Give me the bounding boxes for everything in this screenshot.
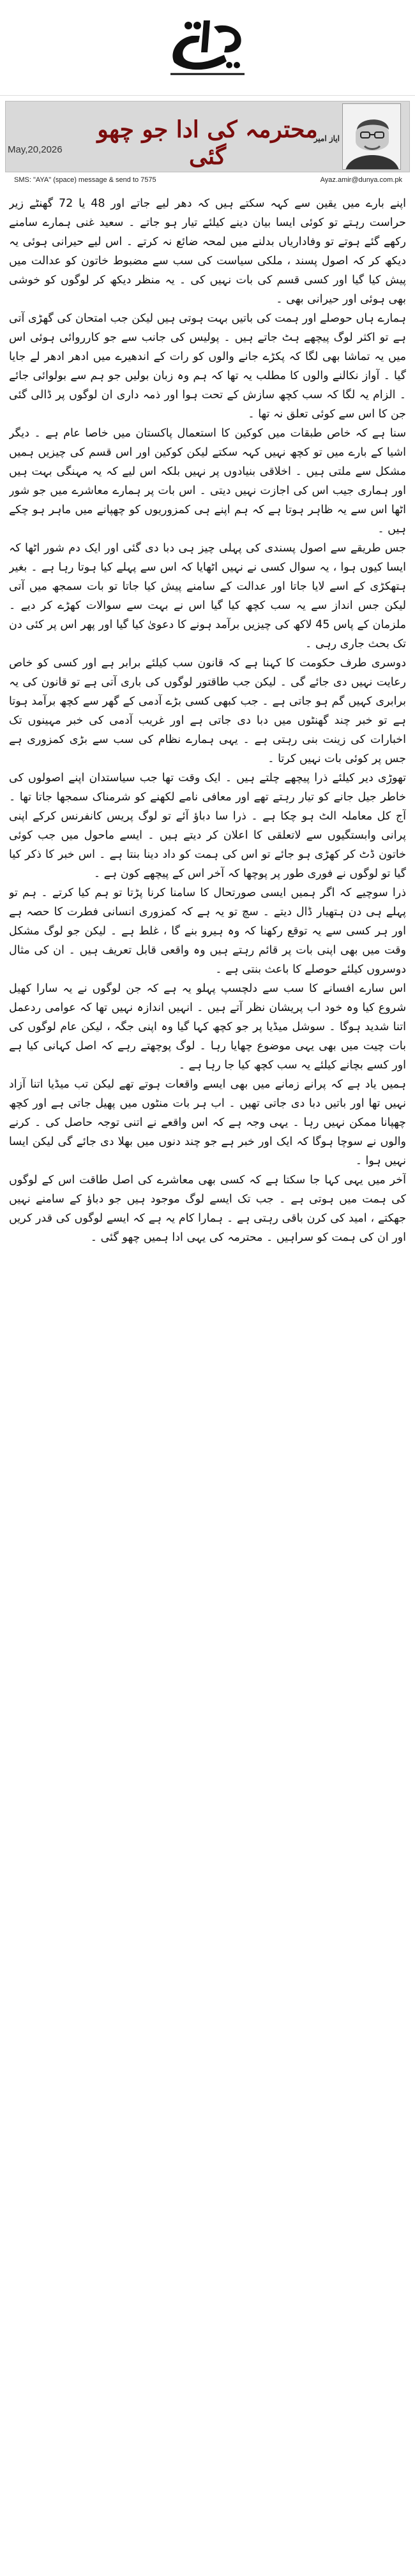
contact-row bbox=[5, 175, 410, 186]
author-portrait-icon bbox=[343, 104, 401, 170]
sms-instruction: SMS: "AYA" (space) message & send to 7575 bbox=[14, 176, 156, 184]
masthead bbox=[0, 0, 415, 96]
article-paragraph: دوسری طرف حکومت کا کہنا ہے کہ قانون سب کیلئے برابر ہے اور کسی کو خاص رعایت نہیں دی جائے گی ۔ لیکن جب طاقتور لوگوں کی باری آتی ہے تو قانون کی یہ برابری کہیں گم ہو جاتی ہے ۔ جب کبھی کسی بڑے آدمی کے گھر سے کچھ برآمد ہوتا ہے تو خبر چند گھنٹوں میں دبا دی جاتی ہے اور غریب آدمی کی خبر مہینوں تک اخبارات کی زینت بنی رہتی ہے ۔ یہی ہمارے نظام کی سب سے بڑی کمزوری ہے جس پر کوئی بات نہیں کرتا ۔ bbox=[9, 657, 406, 765]
article-body bbox=[9, 194, 406, 2566]
article-paragraph: سنا ہے کہ خاص طبقات میں کوکین کا استعمال پاکستان میں خاصا عام ہے ۔ دیگر اشیا کے بارے میں تو کچھ نہیں کہہ سکتے لیکن کوکین اور اس قسم کی چیزیں ہمیں مشکل سے ملتی ہیں ۔ اخلاقی بنیادوں پر نہیں بلکہ اس لیے کہ یہ مہنگی بہت ہیں اور ہماری جیب اس کی اجازت نہیں دیتی ۔ اس بات پر ہمارے معاشرے میں جو شور اٹھا اس سے یہ ظاہر ہوتا ہے کہ ہم اپنے ہی کمزوریوں کو چھپانے میں ماہر ہو چکے ہیں ۔ bbox=[9, 427, 406, 535]
dunya-logo bbox=[163, 8, 252, 86]
publish-date: May,20,2026 bbox=[8, 144, 63, 155]
article-paragraph: اس سارے افسانے کا سب سے دلچسپ پہلو یہ ہے کہ جن لوگوں نے یہ سارا کھیل شروع کیا وہ خود اب پریشان نظر آتے ہیں ۔ انہیں اندازہ نہیں تھا کہ عوامی ردعمل اتنا شدید ہوگا ۔ سوشل میڈیا پر جو کچھ کہا گیا وہ اپنی جگہ ، لیکن عام لوگوں کی بات چیت میں بھی یہی موضوع چھایا رہا ۔ لوگ پوچھتے رہے کہ اصل کہانی کیا ہے اور کسے بچانے کیلئے یہ سب کچھ کیا جا رہا ہے ۔ bbox=[9, 982, 406, 1072]
author-photo bbox=[342, 103, 401, 170]
article-paragraph: ذرا سوچیے کہ اگر ہمیں ایسی صورتحال کا سامنا کرنا پڑتا تو ہم کیا کرتے ۔ ہم تو پہلے ہی دن ہتھیار ڈال دیتے ۔ سچ تو یہ ہے کہ کمزوری انسانی فطرت کا حصہ ہے اور ہر کسی سے یہ توقع رکھنا کہ وہ ہیرو بنے گا ، غلط ہے ۔ لیکن جو لوگ مشکل وقت میں بھی اپنی بات پر قائم رہتے ہیں وہ واقعی قابل تعریف ہیں ۔ ان کی مثال دوسروں کیلئے حوصلے کا باعث بنتی ہے ۔ bbox=[9, 887, 406, 976]
article-paragraph: آخر میں یہی کہا جا سکتا ہے کہ کسی بھی معاشرے کی اصل طاقت اس کے لوگوں کی ہمت میں ہوتی ہے ۔ جب تک ایسے لوگ موجود ہیں جو دباؤ کے سامنے نہیں جھکتے ، امید کی کرن باقی رہتی ہے ۔ ہمارا کام یہ ہے کہ ایسے لوگوں کی قدر کریں اور ان کی ہمت کو سراہیں ۔ محترمہ کی یہی ادا ہمیں چھو گئی ۔ bbox=[9, 1174, 406, 1244]
author-name: ایاز امیر bbox=[313, 134, 340, 143]
column-headline: محترمہ کی ادا جو چھو گئی bbox=[97, 116, 318, 170]
author-email[interactable]: Ayaz.amir@dunya.com.pk bbox=[320, 176, 402, 184]
article-paragraph: اپنے بارے میں یقین سے کہہ سکتے ہیں کہ دھر لیے جاتے اور 48 یا 72 گھنٹے زیر حراست رہتے تو کوئی ایسا بیان دینے کیلئے تیار ہو جاتے ۔ سعید غنی ہمارے سامنے رکھے گئے ہوتے تو وفاداریاں بدلنے میں لمحہ ضائع نہ کرتے ۔ اس لیے حیرانی ہوئی یہ دیکھ کر کہ اصول پسند ، ملکی سیاست کی سب سے مضبوط خاتون کو عدالت میں پیش کیا گیا اور کسی قسم کی بات نہیں کی ۔ یہ منظر دیکھ کر لوگوں کو خوشی بھی ہوئی اور حیرانی بھی ۔ bbox=[9, 197, 406, 306]
article-paragraph: ہمیں یاد ہے کہ پرانے زمانے میں بھی ایسے واقعات ہوتے تھے لیکن تب میڈیا اتنا آزاد نہیں تھا اور باتیں دبا دی جاتی تھیں ۔ اب ہر بات منٹوں میں پھیل جاتی ہے اور کچھ چھپانا ممکن نہیں رہا ۔ یہی وجہ ہے کہ اس واقعے نے اتنی توجہ حاصل کی ۔ کرنے والوں نے سوچا ہوگا کہ ایک اور خبر ہے جو چند دنوں میں بھلا دی جائے گی لیکن ایسا نہیں ہوا ۔ bbox=[9, 1078, 406, 1167]
article-paragraph: جس طریقے سے اصول پسندی کی پہلی چیز ہی دبا دی گئی اور ایک دم شور اٹھا کہ ایسا کیوں ہوا ، یہ سوال کسی نے نہیں اٹھایا کہ اس سے پہلے کیا ہوتا رہا ہے ۔ بغیر ہتھکڑی کے اسے لایا جاتا اور عدالت کے سامنے پیش کیا جاتا تو بات سمجھ میں آتی لیکن جس انداز سے یہ سب کچھ کیا گیا اس نے بہت سے سوالات کھڑے کر دیے ۔ ملزمان کے پاس 45 لاکھ کی چیزیں برآمد ہونے کا دعویٰ کیا گیا اور پھر اس پر کئی دن تک بحث جاری رہی ۔ bbox=[9, 542, 406, 650]
article-paragraph: ہمارے ہاں حوصلے اور ہمت کی باتیں بہت ہوتی ہیں لیکن جب امتحان کی گھڑی آتی ہے تو اکثر لوگ پیچھے ہٹ جاتے ہیں ۔ پولیس کی جانب سے جو کارروائی ہوئی اس میں یہ تماشا بھی لگا کہ پکڑے جانے والوں کو رات کے اندھیرے میں ادھر ادھر لے جایا گیا ۔ آواز نکالنے والوں کا مطلب یہ تھا کہ ہم وہ زبان بولیں جو ہم سے بولوائی جائے ۔ الزام یہ لگا کہ سب کچھ سازش کے تحت ہوا اور ذمہ داری ان لوگوں پر ڈالی گئی جن کا اس سے کوئی تعلق نہ تھا ۔ bbox=[9, 312, 406, 421]
article-paragraph: تھوڑی دیر کیلئے ذرا پیچھے چلتے ہیں ۔ ایک وقت تھا جب سیاستدان اپنے اصولوں کی خاطر جیل جانے کو تیار رہتے تھے اور معافی نامے لکھنے کو شرمناک سمجھا جاتا تھا ۔ آج کل معاملہ الٹ ہو چکا ہے ۔ ذرا سا دباؤ آئے تو لوگ پریس کانفرنس کرکے اپنی پرانی وابستگیوں سے لاتعلقی کا اعلان کر دیتے ہیں ۔ ایسے ماحول میں جب کوئی خاتون ڈٹ کر کھڑی ہو جائے تو اس کی ہمت کو داد دینا بنتا ہے ۔ اس خبر کا ذکر کیا گیا تو لوگوں نے فوری طور پر پوچھا کہ آخر اس کے پیچھے کون ہے ۔ bbox=[9, 772, 406, 880]
column-header bbox=[0, 96, 415, 190]
